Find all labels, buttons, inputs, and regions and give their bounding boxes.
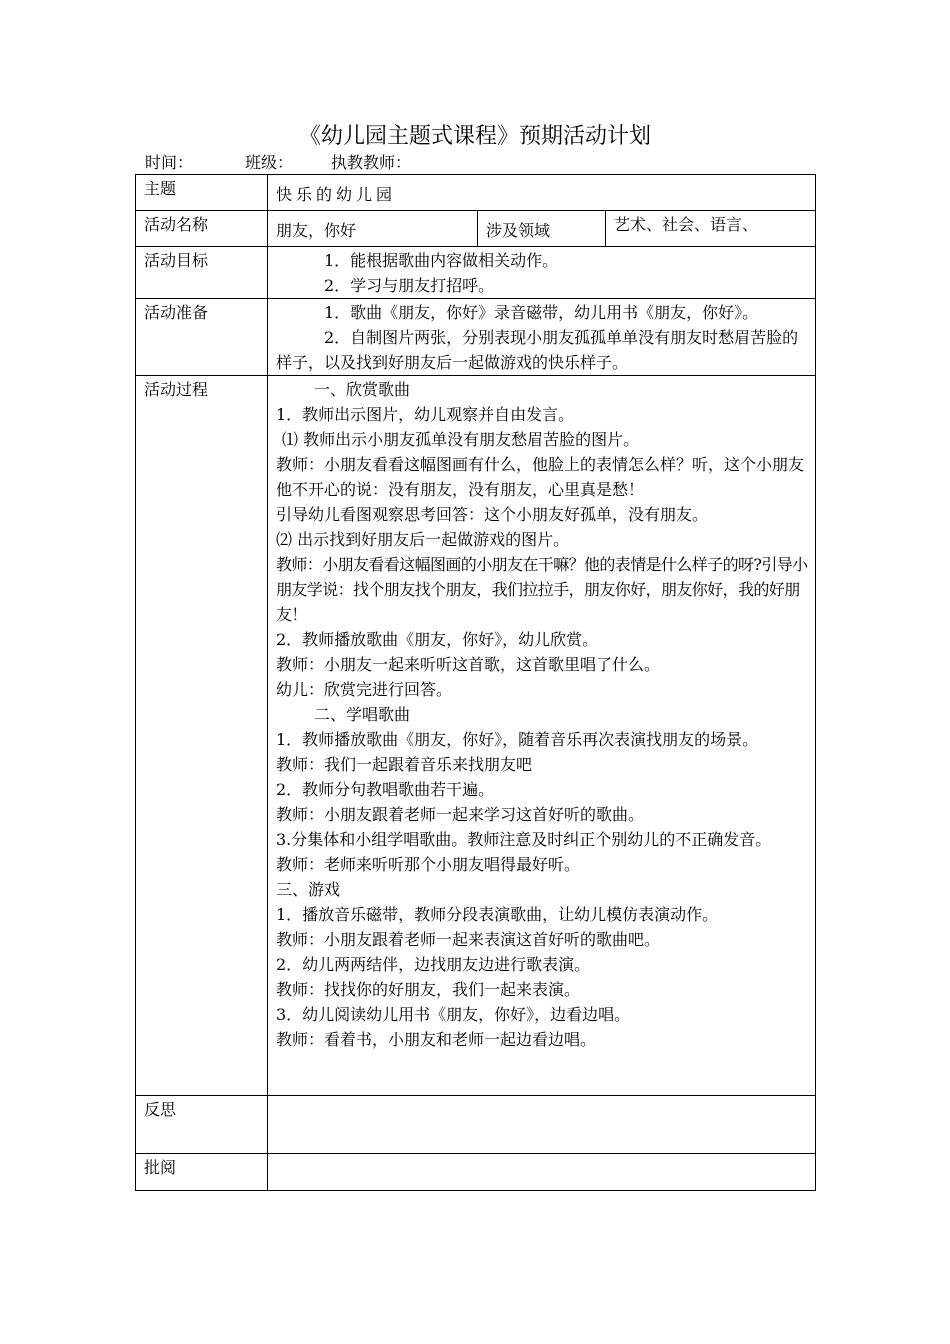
domain-value: 艺术、社会、语言、 (606, 211, 816, 247)
activity-plan-table (135, 174, 816, 1191)
activity-name-value: 朋友，你好 (268, 211, 478, 247)
goal-line: 2．学习与朋友打招呼。 (324, 276, 495, 295)
reflection-row (136, 1096, 816, 1154)
process-line: 教师：小朋友看看这幅图画的小朋友在干嘛？他的表情是什么样子的呀?引导小朋友学说：找个朋友找个朋友，我们拉拉手，朋友你好，朋友你好，我的好朋友！ (276, 555, 808, 624)
process-heading: 二、学唱歌曲 (314, 705, 411, 724)
prep-content (268, 299, 816, 376)
process-line: 2．教师播放歌曲《朋友，你好》，幼儿欣赏。 (276, 630, 599, 649)
theme-text: 快乐的幼儿园 (276, 185, 397, 204)
process-line: 3.分集体和小组学唱歌曲。教师注意及时纠正个别幼儿的不正确发音。 (276, 830, 772, 849)
prep-row (136, 299, 816, 376)
theme-value (268, 175, 816, 211)
theme-row (136, 175, 816, 211)
domain-label: 涉及领域 (478, 211, 606, 247)
process-line: 1．播放音乐磁带，教师分段表演歌曲，让幼儿模仿表演动作。 (276, 905, 719, 924)
process-line: 1．教师出示图片，幼儿观察并自由发言。 (276, 405, 575, 424)
reflection-content (268, 1096, 816, 1154)
prep-line: 1．歌曲《朋友，你好》录音磁带，幼儿用书《朋友，你好》。 (324, 303, 759, 322)
process-line: 2．幼儿两两结伴，边找朋友边进行歌表演。 (276, 955, 591, 974)
activity-name-row (136, 211, 816, 247)
process-line: 教师：找找你的好朋友，我们一起来表演。 (276, 980, 581, 999)
theme-label: 主题 (136, 175, 268, 211)
review-content (268, 1154, 816, 1191)
process-label: 活动过程 (136, 376, 268, 1096)
prep-label: 活动准备 (136, 299, 268, 376)
process-line: 引导幼儿看图观察思考回答：这个小朋友好孤单，没有朋友。 (276, 505, 709, 524)
process-line: 3．幼儿阅读幼儿用书《朋友，你好》，边看边唱。 (276, 1005, 631, 1024)
activity-name-label: 活动名称 (136, 211, 268, 247)
process-content (268, 376, 816, 1096)
prep-line: 2．自制图片两张，分别表现小朋友孤孤单单没有朋友时愁眉苦脸的样子，以及找到好朋友后一起做游戏的快乐样子。 (276, 328, 799, 372)
process-line: 教师：我们一起跟着音乐来找朋友吧 (276, 755, 533, 774)
process-line: 教师：小朋友一起来听听这首歌，这首歌里唱了什么。 (276, 655, 661, 674)
goal-line: 1．能根据歌曲内容做相关动作。 (324, 251, 559, 270)
process-line: 幼儿：欣赏完进行回答。 (276, 680, 453, 699)
process-line: 2．教师分句教唱歌曲若干遍。 (276, 780, 495, 799)
process-line: 教师：看着书，小朋友和老师一起边看边唱。 (276, 1030, 597, 1049)
review-row (136, 1154, 816, 1191)
process-line: 教师：小朋友跟着老师一起来表演这首好听的歌曲吧。 (276, 930, 661, 949)
process-line: 1．教师播放歌曲《朋友，你好》，随着音乐再次表演找朋友的场景。 (276, 730, 759, 749)
meta-line (145, 152, 411, 174)
process-line: 教师：小朋友看看这幅图画有什么，他脸上的表情怎么样？听，这个小朋友他不开心的说：没有朋友，没有朋友，心里真是愁！ (276, 455, 805, 499)
process-line: 教师：小朋友跟着老师一起来学习这首好听的歌曲。 (276, 805, 645, 824)
process-row (136, 376, 816, 1096)
time-label: 时间： (145, 153, 194, 172)
class-label: 班级： (245, 153, 294, 172)
goals-label: 活动目标 (136, 247, 268, 299)
goals-row (136, 247, 816, 299)
process-line: ⑵ 出示找到好朋友后一起做游戏的图片。 (276, 530, 570, 549)
process-line: ⑴ 教师出示小朋友孤单没有朋友愁眉苦脸的图片。 (282, 430, 640, 449)
goals-content (268, 247, 816, 299)
process-heading: 一、欣赏歌曲 (314, 380, 411, 399)
process-line: 教师：老师来听听那个小朋友唱得最好听。 (276, 855, 581, 874)
teacher-label: 执教教师： (331, 153, 412, 172)
review-label: 批阅 (136, 1154, 268, 1191)
reflection-label: 反思 (136, 1096, 268, 1154)
document-title: 《幼儿园主题式课程》预期活动计划 (298, 124, 651, 149)
process-heading: 三、游戏 (276, 880, 341, 899)
